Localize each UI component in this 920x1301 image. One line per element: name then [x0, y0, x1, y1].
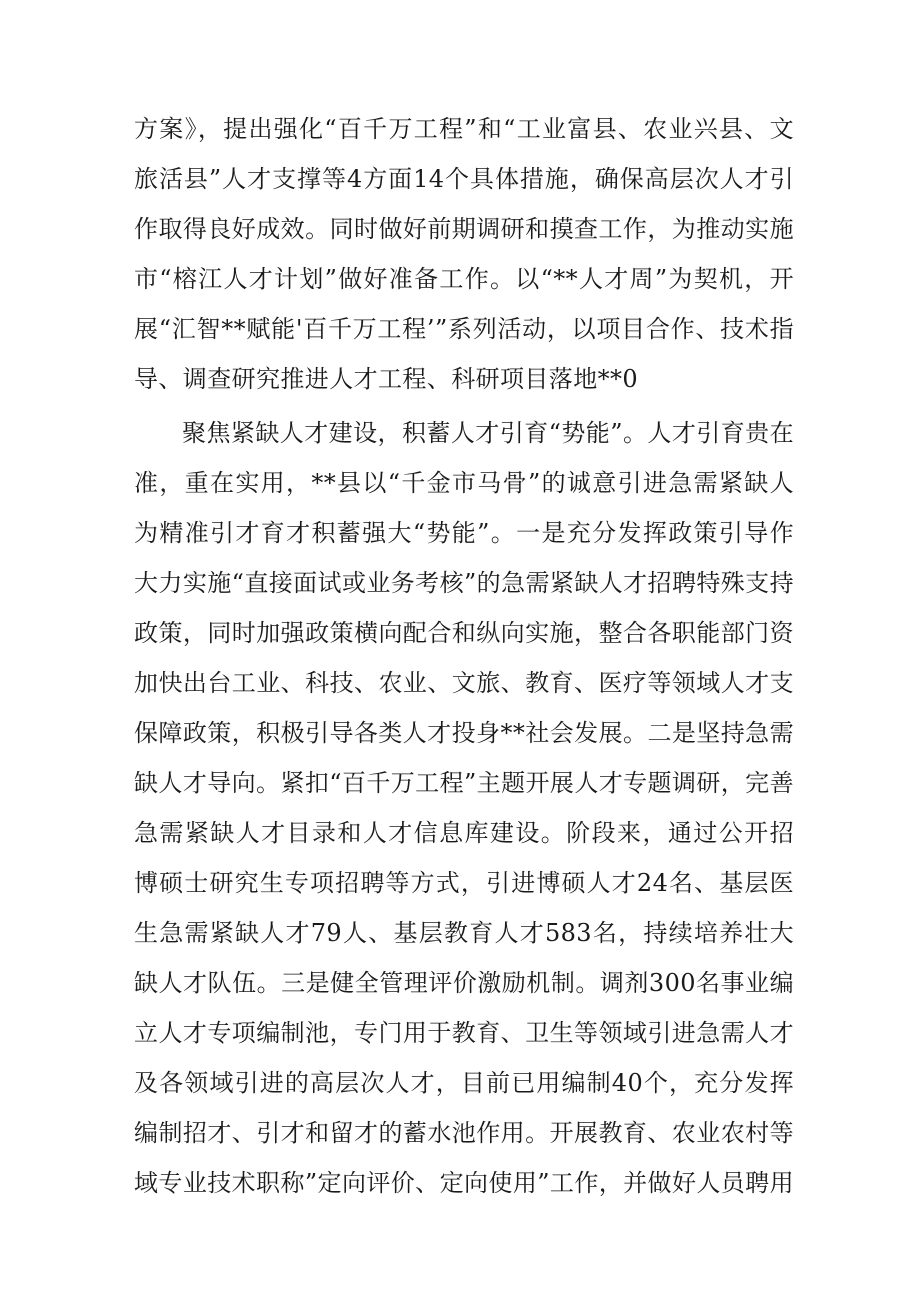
text-line: 急需紧缺人才目录和人才信息库建设。阶段来，通过公开招 [134, 819, 794, 847]
text-line: 加快出台工业、科技、农业、文旅、教育、医疗等领域人才支 [134, 669, 794, 697]
text-line: 大力实施“直接面试或业务考核”的急需紧缺人才招聘特殊支持 [134, 569, 794, 597]
paragraph-2 [134, 408, 794, 1208]
text-line: 域专业技术职称”定向评价、定向使用”工作，并做好人员聘用 [134, 1169, 794, 1197]
text-line: 为精准引才育才积蓄强大“势能”。一是充分发挥政策引导作 [134, 519, 794, 547]
text-line: 保障政策，积极引导各类人才投身**社会发展。二是坚持急需 [134, 719, 794, 747]
text-line: 方案》，提出强化“百千万工程”和“工业富县、农业兴县、文 [134, 115, 794, 143]
text-line: 缺人才导向。紧扣“百千万工程”主题开展人才专题调研，完善 [134, 769, 794, 797]
text-line: 博硕士研究生专项招聘等方式，引进博硕人才24名、基层医 [134, 869, 794, 897]
text-line: 立人才专项编制池，专门用于教育、卫生等领域引进急需人才 [134, 1019, 794, 1047]
text-line: 及各领域引进的高层次人才，目前已用编制40个，充分发挥 [134, 1069, 794, 1097]
text-line-first: 聚焦紧缺人才建设，积蓄人才引育“势能”。人才引育贵在 [182, 419, 794, 447]
text-line: 旅活县”人才支撑等4方面14个具体措施，确保高层次人才引 [134, 165, 794, 193]
text-line: 缺人才队伍。三是健全管理评价激励机制。调剂300名事业编 [134, 969, 794, 997]
text-line: 作取得良好成效。同时做好前期调研和摸查工作，为推动实施 [134, 215, 794, 243]
text-line: 生急需紧缺人才79人、基层教育人才583名，持续培养壮大 [134, 919, 794, 947]
text-line: 准，重在实用，**县以“千金市马骨”的诚意引进急需紧缺人 [134, 469, 794, 497]
text-line-last: 导、调查研究推进人才工程、科研项目落地**0 [134, 365, 639, 393]
text-line: 市“榕江人才计划”做好准备工作。以“**人才周”为契机，开 [134, 265, 794, 293]
text-line: 政策，同时加强政策横向配合和纵向实施，整合各职能部门资 [134, 619, 794, 647]
paragraph-1 [134, 104, 794, 404]
text-line: 编制招才、引才和留才的蓄水池作用。开展教育、农业农村等 [134, 1119, 794, 1147]
text-line: 展“汇智**赋能'百千万工程’”系列活动，以项目合作、技术指 [134, 315, 794, 343]
